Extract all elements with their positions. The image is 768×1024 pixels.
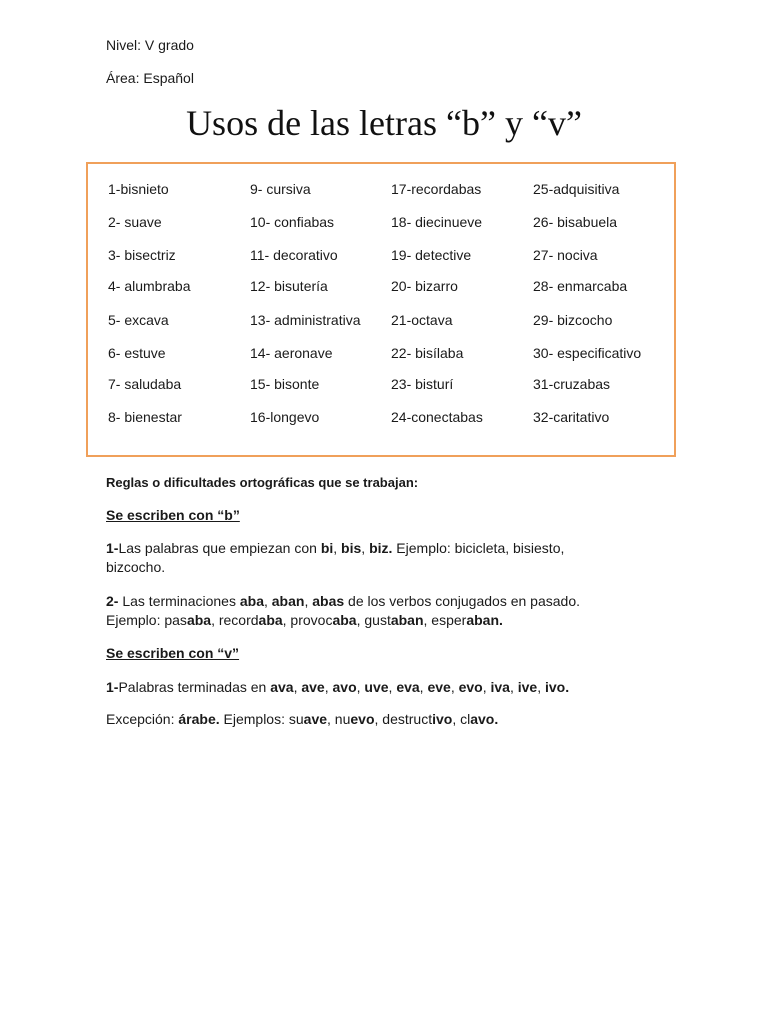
word-item: 8- bienestar	[108, 409, 182, 425]
word-item: 24-conectabas	[391, 409, 483, 425]
separator: ,	[388, 679, 397, 695]
word-list-box	[86, 162, 676, 457]
rule-text: de los verbos conjugados en pasado. Ejemplo: pas	[106, 593, 580, 628]
separator: ,	[537, 679, 545, 695]
example-ending: aba	[186, 612, 212, 628]
word-item: 20- bizarro	[391, 278, 458, 294]
example-ending: aban.	[466, 612, 503, 628]
example-ending: aba	[332, 612, 357, 628]
word-item: 25-adquisitiva	[533, 181, 620, 197]
b-rule-1	[106, 539, 626, 577]
rule-text: Ejemplos: su	[219, 711, 304, 727]
rule-text: Las terminaciones	[118, 593, 240, 609]
rule-text: , record	[211, 612, 259, 628]
rule-number: 1-	[106, 540, 119, 556]
word-item: 6- estuve	[108, 345, 166, 361]
rule-keyword: evo	[458, 679, 483, 695]
word-item: 22- bisílaba	[391, 345, 464, 361]
word-item: 2- suave	[108, 214, 162, 230]
example-ending: avo.	[470, 711, 499, 727]
word-item: 4- alumbraba	[108, 278, 191, 294]
separator: ,	[356, 679, 365, 695]
rule-keyword: abas	[312, 593, 345, 609]
word-item: 17-recordabas	[391, 181, 482, 197]
rule-text: , esper	[423, 612, 467, 628]
rule-keyword: iva	[490, 679, 510, 695]
rule-text: , gust	[356, 612, 391, 628]
word-item: 13- administrativa	[250, 312, 361, 328]
example-ending: aban	[390, 612, 424, 628]
rule-text: Ejemplo: bicicleta, bisiesto, bizcocho.	[106, 540, 565, 575]
page-title: Usos de las letras “b” y “v”	[186, 103, 582, 143]
v-rule-1	[106, 678, 626, 697]
rule-text: ,	[263, 593, 272, 609]
rule-keyword: ive	[517, 679, 538, 695]
b-heading-text: Se escriben con “b”	[106, 507, 240, 523]
word-item: 21-octava	[391, 312, 453, 328]
rule-keyword: eve	[427, 679, 451, 695]
exception-word: árabe.	[178, 711, 220, 727]
v-heading-text: Se escriben con “v”	[106, 645, 240, 661]
subject-label: Área: Español	[106, 70, 194, 86]
word-item: 19- detective	[391, 247, 472, 263]
word-item: 5- excava	[108, 312, 169, 328]
word-item: 31-cruzabas	[533, 376, 611, 392]
rule-text: Excepción:	[106, 711, 179, 727]
word-item: 11- decorativo	[250, 247, 338, 263]
b-section-heading	[106, 506, 626, 525]
rule-keyword: eva	[396, 679, 420, 695]
rule-keyword: aba	[239, 593, 264, 609]
example-ending: evo	[350, 711, 375, 727]
word-item: 28- enmarcaba	[533, 278, 628, 294]
rule-text: , cl	[452, 711, 471, 727]
example-ending: ivo	[432, 711, 453, 727]
rule-text: ,	[333, 540, 342, 556]
rule-keyword: ava	[270, 679, 294, 695]
rule-keyword: bis	[341, 540, 362, 556]
word-item: 32-caritativo	[533, 409, 610, 425]
word-item: 12- bisutería	[250, 278, 328, 294]
word-item: 18- diecinueve	[391, 214, 483, 230]
b-rule-2	[106, 592, 626, 630]
word-item: 23- bisturí	[391, 376, 454, 392]
word-item: 30- especificativo	[533, 345, 642, 361]
rule-text: , provoc	[282, 612, 333, 628]
separator: ,	[450, 679, 459, 695]
rule-keyword: ivo.	[545, 679, 570, 695]
rule-keyword: biz.	[369, 540, 393, 556]
rules-heading: Reglas o dificultades ortográficas que se trabajan:	[106, 475, 419, 490]
rule-number: 1-	[106, 679, 119, 695]
word-item: 1-bisnieto	[108, 181, 169, 197]
rule-number: 2-	[106, 593, 119, 609]
rule-text: , nu	[327, 711, 351, 727]
example-ending: aba	[258, 612, 283, 628]
exception-line	[106, 710, 626, 729]
rule-keyword: bi	[320, 540, 334, 556]
rule-text: Las palabras que empiezan con	[118, 540, 321, 556]
separator: ,	[419, 679, 428, 695]
rule-text: Palabras terminadas en	[118, 679, 271, 695]
level-label: Nivel: V grado	[106, 37, 194, 53]
word-item: 26- bisabuela	[533, 214, 618, 230]
rule-keyword: aban	[271, 593, 305, 609]
separator: ,	[324, 679, 333, 695]
v-section-heading	[106, 644, 626, 663]
rule-text: ,	[361, 540, 370, 556]
word-item: 3- bisectriz	[108, 247, 176, 263]
separator: ,	[509, 679, 518, 695]
word-item: 15- bisonte	[250, 376, 320, 392]
word-item: 7- saludaba	[108, 376, 182, 392]
rule-text: ,	[304, 593, 313, 609]
word-item: 9- cursiva	[250, 181, 311, 197]
word-item: 27- nociva	[533, 247, 598, 263]
word-item: 14- aeronave	[250, 345, 333, 361]
word-item: 16-longevo	[250, 409, 320, 425]
rule-text: , destruct	[374, 711, 433, 727]
word-item: 10- confiabas	[250, 214, 335, 230]
separator: ,	[482, 679, 491, 695]
word-item: 29- bizcocho	[533, 312, 613, 328]
rule-keyword: avo	[332, 679, 357, 695]
example-ending: ave	[303, 711, 328, 727]
rule-keyword: ave	[301, 679, 325, 695]
rule-keyword: uve	[364, 679, 389, 695]
separator: ,	[293, 679, 302, 695]
